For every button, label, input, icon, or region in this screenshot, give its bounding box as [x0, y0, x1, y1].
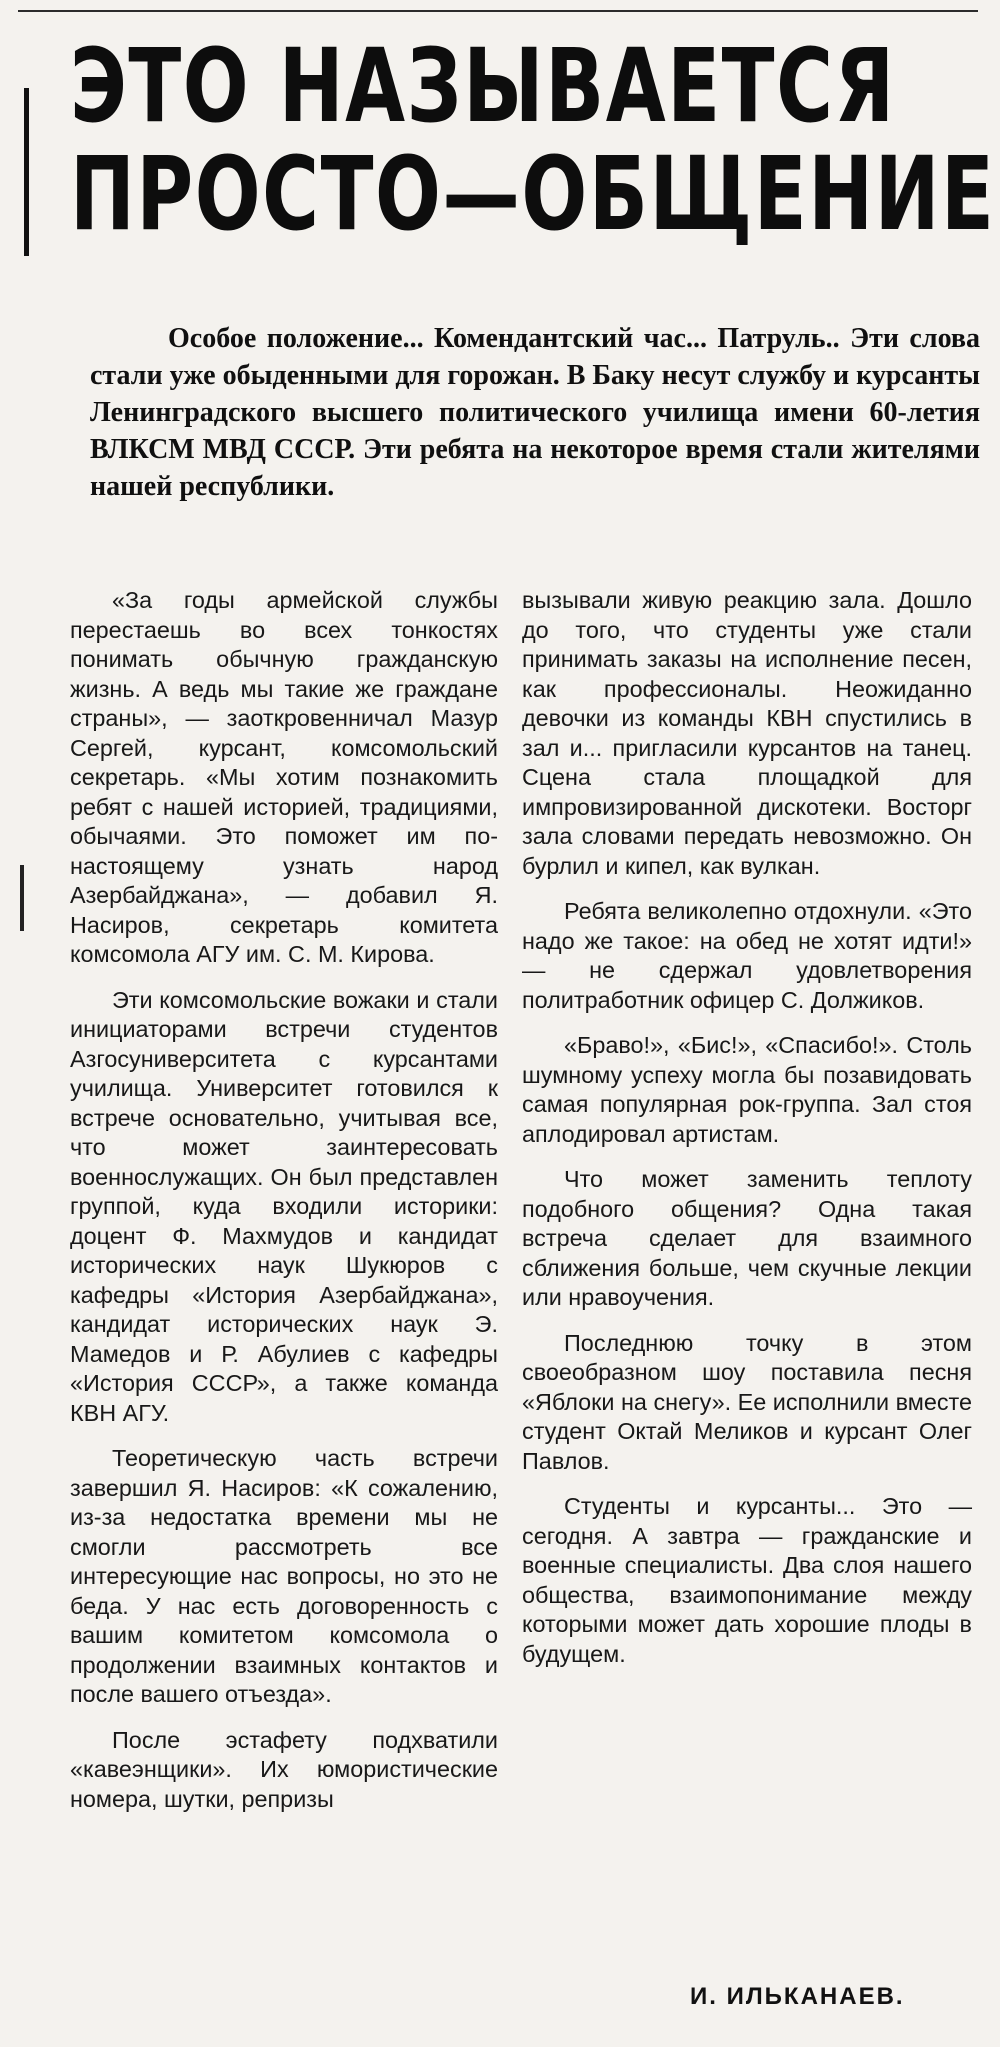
top-rule [18, 10, 978, 12]
article-paragraph: Теоретическую часть встречи завершил Я. Насиров: «К сожалению, из-за недостатка времени мы не смогли рассмотреть все интересующие нас вопросы, но это не беда. У нас есть договоренность с вашим комитетом комсомола о продолжении взаимных контактов и после вашего отъезда». [70, 1445, 498, 1707]
author-signature: И. ИЛЬКАНАЕВ. [690, 1983, 905, 2010]
article-paragraph: Студенты и курсанты... Это — сегодня. А завтра — гражданские и военные специалисты. Два слоя нашего общества, взаимопонимание между которыми может дать хорошие плоды в будущем. [522, 1493, 972, 1667]
article-paragraph: Последнюю точку в этом своеобразном шоу поставила песня «Яблоки на снегу». Ее исполнили вместе студент Октай Меликов и курсант Олег Павлов. [522, 1329, 972, 1474]
headline-line-2: ПРОСТО—ОБЩЕНИЕ [70, 135, 996, 254]
article-paragraph: «За годы армейской службы перестаешь во всех тонкостях понимать обычную гражданскую жизнь. А ведь мы такие же граждане страны», — заоткровенничал Мазур Сергей, курсант, комсомольский секретарь. «Мы хотим познакомить ребят с нашей историей, традициями, обычаями. Это поможет им по-настоящему узнать народ Азербайджана», — добавил Я. Насиров, секретарь комитета комсомола АГУ им. С. М. Кирова. [70, 587, 498, 967]
headline-line-1: ЭТО НАЗЫВАЕТСЯ [70, 27, 896, 146]
lead-paragraph: Особое положение... Комендантский час... Патруль.. Эти слова стали уже обыденными для горожан. В Баку несут службу и курсанты Ленинградского высшего политического училища имени 60-летия ВЛКСМ МВД СССР. Эти ребята на некоторое время стали жителями нашей республики. [90, 323, 980, 502]
article-paragraph: «Браво!», «Бис!», «Спасибо!». Столь шумному успеху могла бы позавидовать самая популярная рок-группа. Зал стоя аплодировал артистам. [522, 1032, 972, 1147]
left-margin-mark [20, 865, 24, 931]
article-column-right [522, 586, 972, 1685]
article-column-left [70, 586, 498, 1830]
article-paragraph: После эстафету подхватили «кавеэнщики». Их юмористические номера, шутки, репризы [70, 1726, 498, 1812]
article-paragraph: Эти комсомольские вожаки и стали инициаторами встречи студентов Азгосуниверситета с курсантами училища. Университет готовился к встрече основательно, учитывая все, что может заинтересовать военнослужащих. Он был представлен группой, куда входили историки: доцент Ф. Махмудов и кандидат исторических наук Шукюров с кафедры «История Азербайджана», кандидат исторических наук Э. Мамедов и Р. Абулиев с кафедры «История СССР», а также команда КВН АГУ. [70, 986, 498, 1426]
article-paragraph: Ребята великолепно отдохнули. «Это надо же такое: на обед не хотят идти!» — не сдержал удовлетворения политработник офицер С. Должиков. [522, 898, 972, 1013]
article-paragraph: вызывали живую реакцию зала. Дошло до того, что студенты уже стали принимать заказы на исполнение песен, как профессионалы. Неожиданно девочки из команды КВН спустились в зал и... пригласили курсантов на танец. Сцена стала площадкой для импровизированной дискотеки. Восторг зала словами передать невозможно. Он бурлил и кипел, как вулкан. [522, 587, 972, 879]
article-paragraph: Что может заменить теплоту подобного общения? Одна такая встреча сделает для взаимного сближения больше, чем скучные лекции или нравоучения. [522, 1166, 972, 1310]
left-margin-mark [24, 88, 29, 256]
headline [70, 27, 996, 254]
